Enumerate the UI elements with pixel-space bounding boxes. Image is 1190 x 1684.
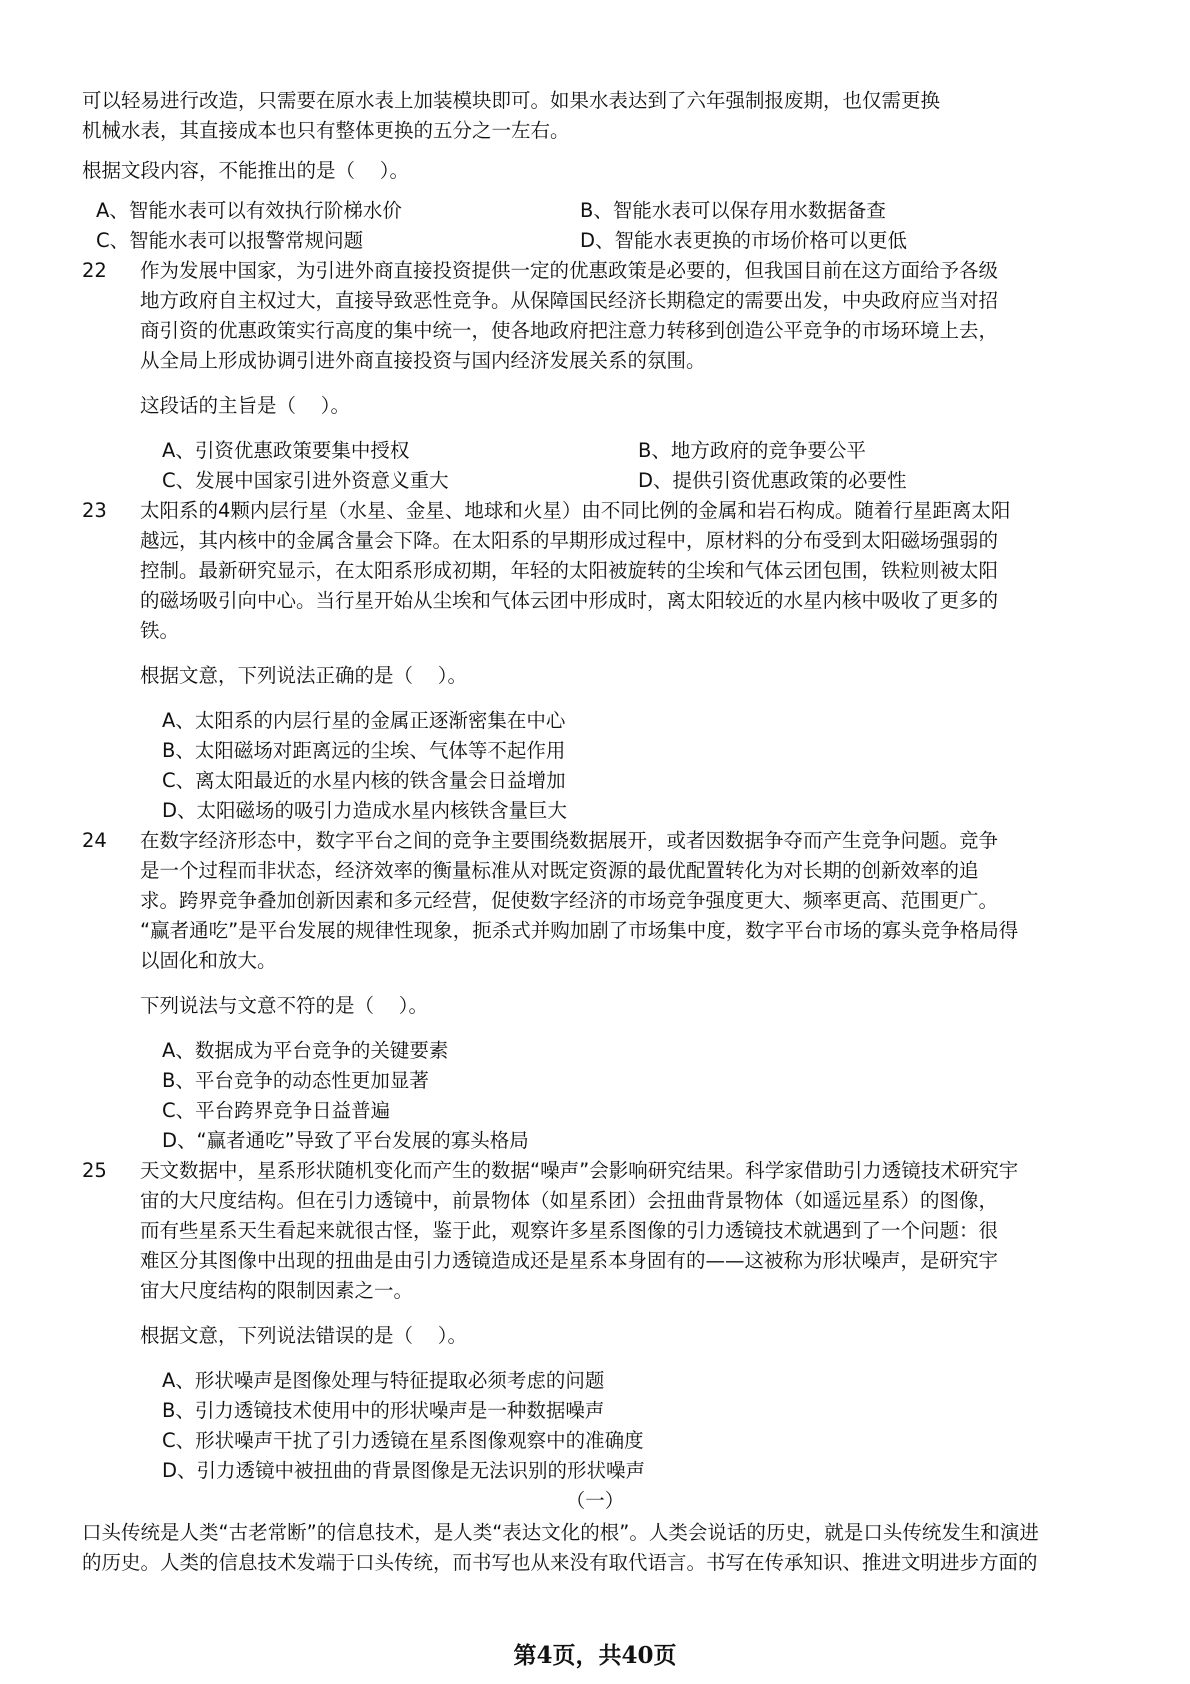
- section-passage-line: 的历史。人类的信息技术发端于口头传统，而书写也从来没有取代语言。书写在传承知识、推进文明进步方面的: [82, 1551, 1038, 1574]
- q22-passage-line: 作为发展中国家，为引进外商直接投资提供一定的优惠政策是必要的，但我国目前在这方面给予各级: [140, 259, 999, 282]
- q24-number: 24: [82, 829, 107, 852]
- q25-passage-line: 天文数据中，星系形状随机变化而产生的数据“噪声”会影响研究结果。科学家借助引力透镜技术研究宇: [140, 1159, 1019, 1182]
- q22-option-c: C、发展中国家引进外资意义重大: [162, 469, 449, 492]
- page-number-footer: 第4页，共40页: [513, 1642, 677, 1669]
- q21-passage-line: 可以轻易进行改造，只需要在原水表上加装模块即可。如果水表达到了六年强制报废期，也仅需更换: [82, 89, 941, 112]
- q22-passage-line: 商引资的优惠政策实行高度的集中统一，使各地政府把注意力转移到创造公平竞争的市场环境上去，: [140, 319, 999, 342]
- q23-passage-line: 控制。最新研究显示，在太阳系形成初期，年轻的太阳被旋转的尘埃和气体云团包围，铁粒则被太阳: [140, 559, 999, 582]
- q23-option-b: B、太阳磁场对距离远的尘埃、气体等不起作用: [162, 739, 566, 762]
- q25-passage-line: 而有些星系天生看起来就很古怪，鉴于此，观察许多星系图像的引力透镜技术就遇到了一个问题：很: [140, 1219, 999, 1242]
- q23-option-d: D、太阳磁场的吸引力造成水星内核铁含量巨大: [162, 799, 568, 822]
- q25-passage-line: 难区分其图像中出现的扭曲是由引力透镜造成还是星系本身固有的——这被称为形状噪声，是研究宇: [140, 1249, 999, 1272]
- q23-option-c: C、离太阳最近的水星内核的铁含量会日益增加: [162, 769, 566, 792]
- q25-option-c: C、形状噪声干扰了引力透镜在星系图像观察中的准确度: [162, 1429, 644, 1452]
- q22-option-d: D、提供引资优惠政策的必要性: [638, 469, 907, 492]
- q23-passage-line: 的磁场吸引向中心。当行星开始从尘埃和气体云团中形成时，离太阳较近的水星内核中吸收了更多的: [140, 589, 999, 612]
- q22-passage-line: 从全局上形成协调引进外商直接投资与国内经济发展关系的氛围。: [140, 349, 706, 372]
- q22-question: 这段话的主旨是（ ）。: [140, 394, 351, 417]
- q25-option-b: B、引力透镜技术使用中的形状噪声是一种数据噪声: [162, 1399, 605, 1422]
- q24-passage-line: 在数字经济形态中，数字平台之间的竞争主要围绕数据展开，或者因数据争夺而产生竞争问题。竞争: [140, 829, 999, 852]
- q24-passage-line: 是一个过程而非状态，经济效率的衡量标准从对既定资源的最优配置转化为对长期的创新效率的追: [140, 859, 979, 882]
- q25-question: 根据文意，下列说法错误的是（ ）。: [140, 1324, 468, 1347]
- q24-option-d: D、“赢者通吃”导致了平台发展的寡头格局: [162, 1129, 529, 1152]
- q23-question: 根据文意，下列说法正确的是（ ）。: [140, 664, 468, 687]
- q22-option-a: A、引资优惠政策要集中授权: [162, 439, 410, 462]
- q25-passage-line: 宙大尺度结构的限制因素之一。: [140, 1279, 414, 1302]
- q25-passage-line: 宙的大尺度结构。但在引力透镜中，前景物体（如星系团）会扭曲背景物体（如遥远星系）的图像，: [140, 1189, 999, 1212]
- q21-passage-line: 机械水表，其直接成本也只有整体更换的五分之一左右。: [82, 119, 570, 142]
- q25-number: 25: [82, 1159, 107, 1182]
- q21-question: 根据文段内容，不能推出的是（ ）。: [82, 159, 410, 182]
- q24-question: 下列说法与文意不符的是（ ）。: [140, 994, 429, 1017]
- q22-passage-line: 地方政府自主权过大，直接导致恶性竞争。从保障国民经济长期稳定的需要出发，中央政府应当对招: [140, 289, 999, 312]
- q25-option-a: A、形状噪声是图像处理与特征提取必须考虑的问题: [162, 1369, 605, 1392]
- q23-number: 23: [82, 499, 107, 522]
- section-passage-line: 口头传统是人类“古老常断”的信息技术，是人类“表达文化的根”。人类会说话的历史，就是口头传统发生和演进: [82, 1521, 1039, 1544]
- q24-option-b: B、平台竞争的动态性更加显著: [162, 1069, 429, 1092]
- q23-passage-line: 越远，其内核中的金属含量会下降。在太阳系的早期形成过程中，原材料的分布受到太阳磁场强弱的: [140, 529, 999, 552]
- q21-option-b: B、智能水表可以保存用水数据备查: [580, 199, 886, 222]
- q22-option-b: B、地方政府的竞争要公平: [638, 439, 866, 462]
- q24-passage-line: “赢者通吃”是平台发展的规律性现象，扼杀式并购加剧了市场集中度，数字平台市场的寡头竞争格局得: [140, 919, 1019, 942]
- q23-option-a: A、太阳系的内层行星的金属正逐渐密集在中心: [162, 709, 566, 732]
- q22-number: 22: [82, 259, 107, 282]
- q24-option-a: A、数据成为平台竞争的关键要素: [162, 1039, 449, 1062]
- q25-option-d: D、引力透镜中被扭曲的背景图像是无法识别的形状噪声: [162, 1459, 646, 1482]
- section-heading: （一）: [565, 1489, 625, 1512]
- q23-passage-line: 铁。: [140, 619, 180, 642]
- q24-option-c: C、平台跨界竞争日益普遍: [162, 1099, 391, 1122]
- q21-option-a: A、智能水表可以有效执行阶梯水价: [96, 199, 402, 222]
- q21-option-c: C、智能水表可以报警常规问题: [96, 229, 364, 252]
- q23-passage-line: 太阳系的4颗内层行星（水星、金星、地球和火星）由不同比例的金属和岩石构成。随着行星距离太阳: [140, 499, 1011, 522]
- q24-passage-line: 以固化和放大。: [140, 949, 277, 972]
- q24-passage-line: 求。跨界竞争叠加创新因素和多元经营，促使数字经济的市场竞争强度更大、频率更高、范围更广。: [140, 889, 999, 912]
- q21-option-d: D、智能水表更换的市场价格可以更低: [580, 229, 908, 252]
